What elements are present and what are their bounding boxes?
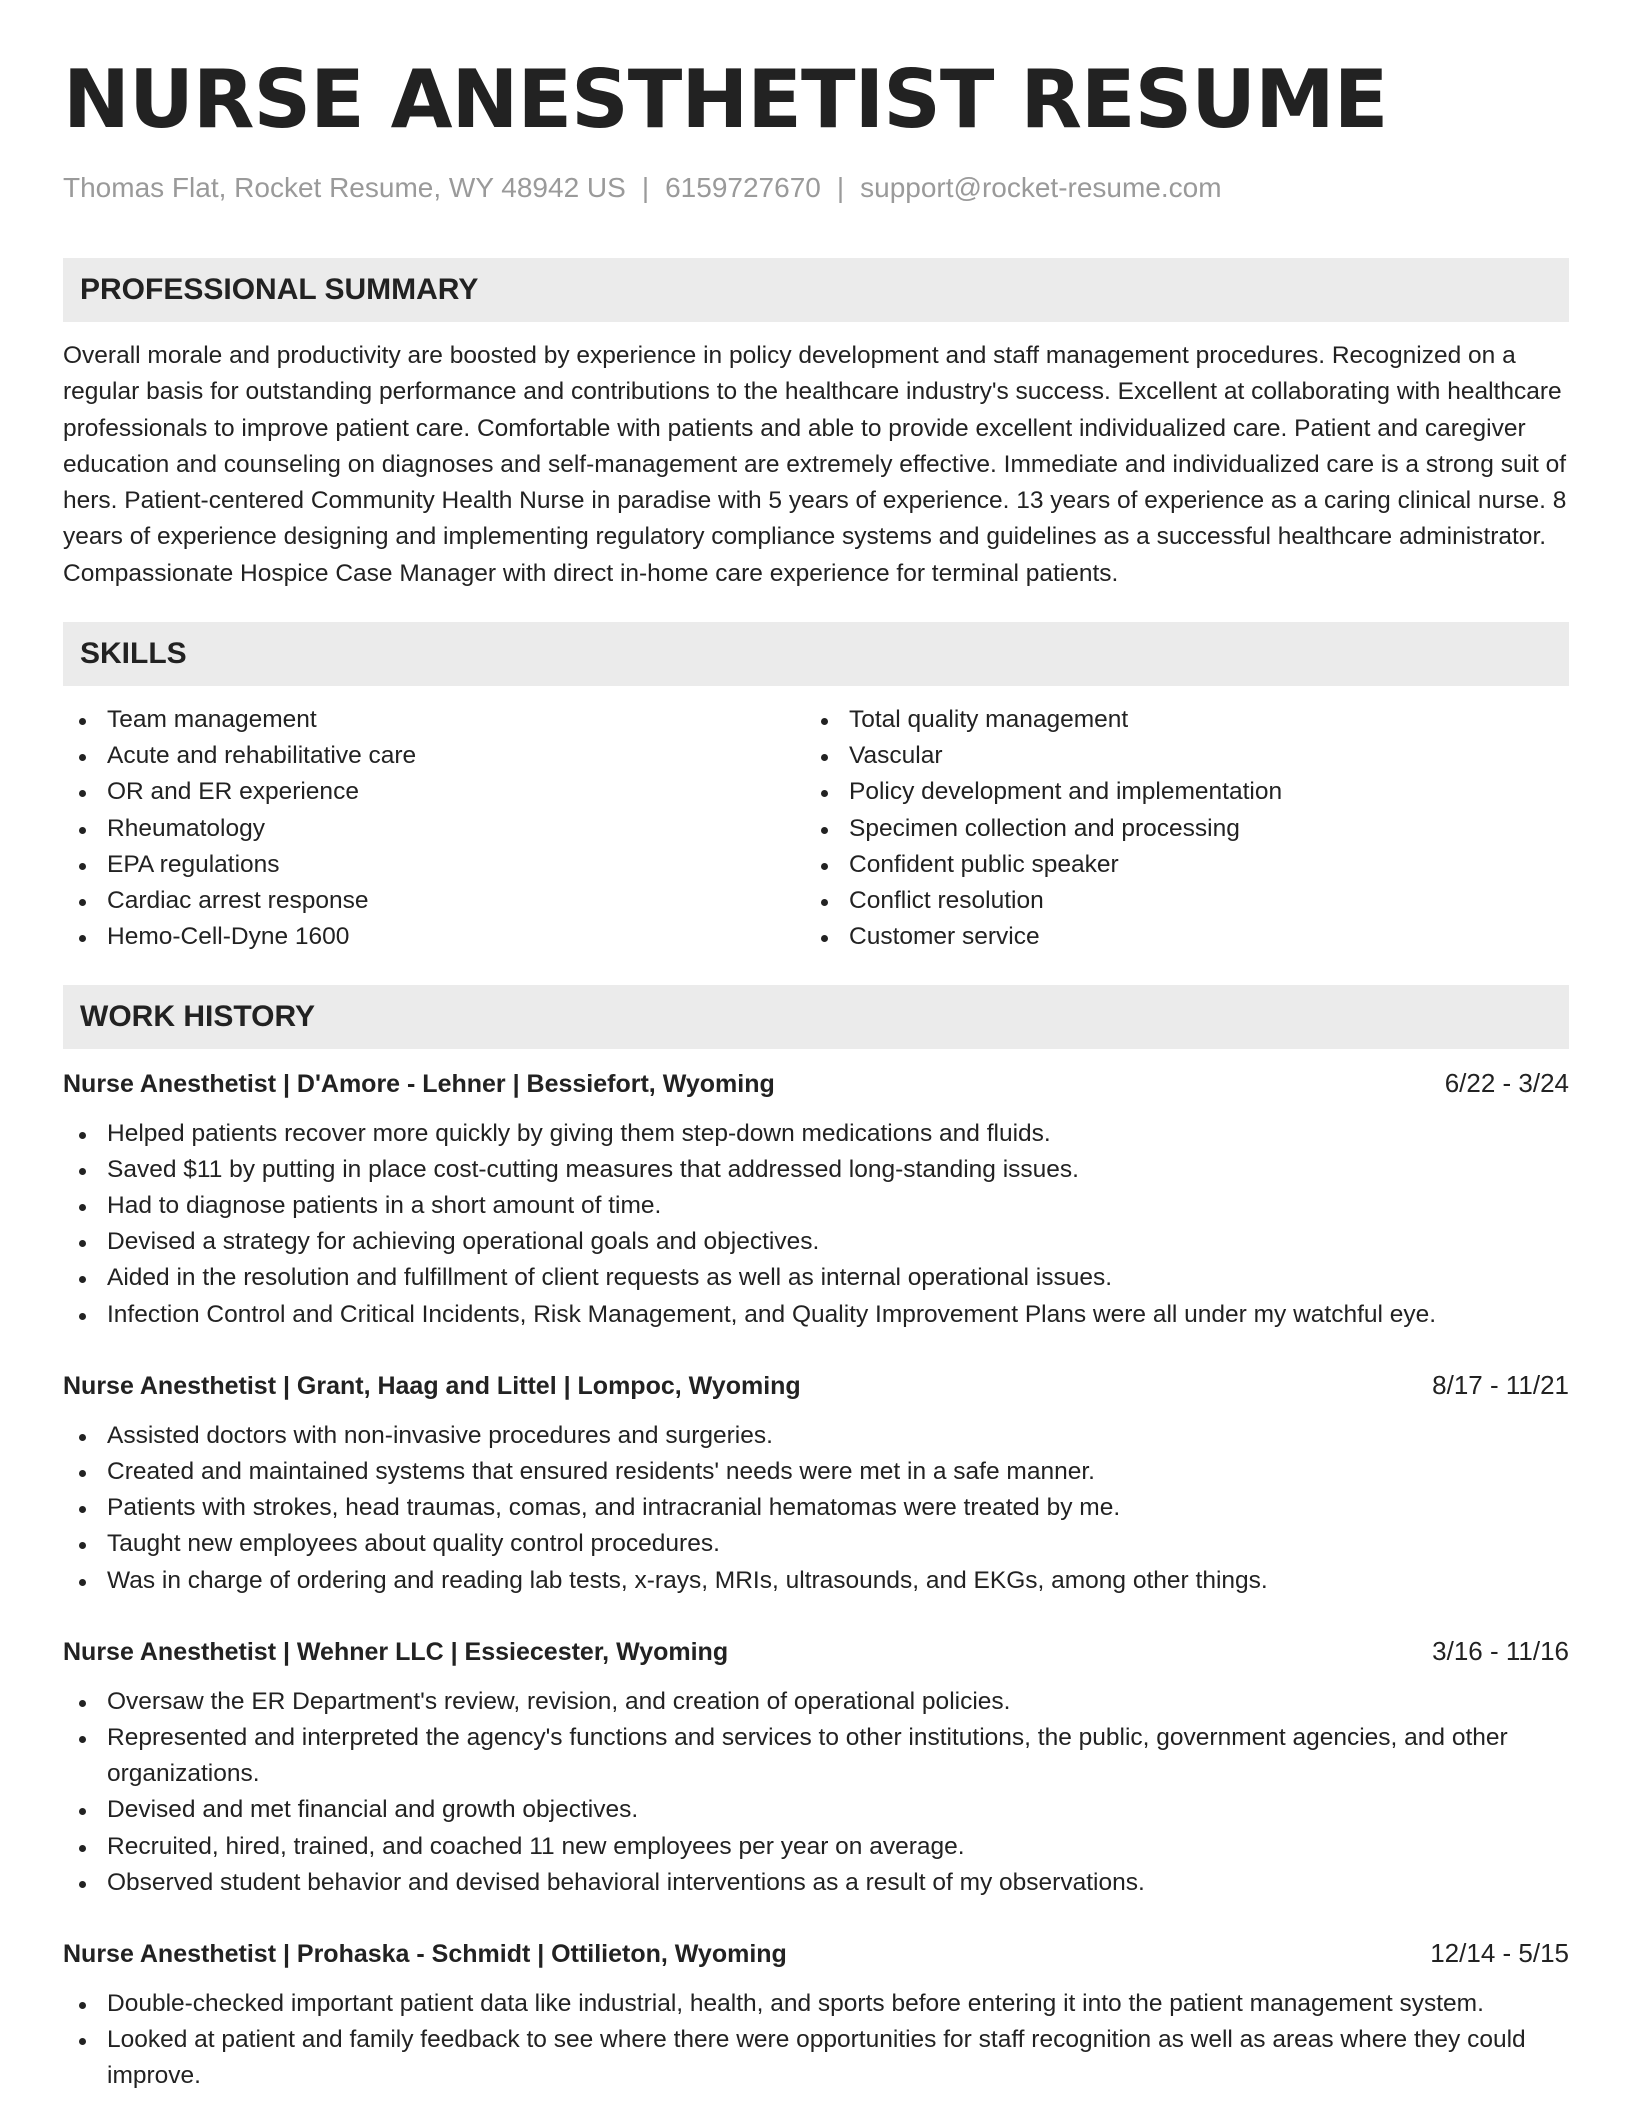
skill-item: Specimen collection and processing <box>805 811 1547 847</box>
job-bullet: Aided in the resolution and fulfillment of client requests as well as internal operational issues. <box>63 1260 1569 1296</box>
contact-separator: | <box>836 172 845 203</box>
job-dates: 12/14 - 5/15 <box>1430 1937 1569 1968</box>
job-bullet: Saved $11 by putting in place cost-cutting measures that addressed long-standing issues. <box>63 1152 1569 1188</box>
skill-item: Rheumatology <box>63 811 805 847</box>
job-dates: 6/22 - 3/24 <box>1444 1067 1569 1098</box>
skill-item: Team management <box>63 702 805 738</box>
skills-column-right <box>805 702 1547 955</box>
section-header-skills: SKILLS <box>63 622 1569 686</box>
skill-item: OR and ER experience <box>63 774 805 810</box>
section-header-work-history: WORK HISTORY <box>63 985 1569 1049</box>
job-bullet: Patients with strokes, head traumas, comas, and intracranial hematomas were treated by me. <box>63 1490 1569 1526</box>
skill-item: Cardiac arrest response <box>63 883 805 919</box>
job-bullet: Devised a strategy for achieving operational goals and objectives. <box>63 1224 1569 1260</box>
summary-text: Overall morale and productivity are boosted by experience in policy development and staff management procedures. Recognized on a regular basis for outstanding performance and contributions to the healthcare industry's success. Excellent at collaborating with healthcare professionals to improve patient care. Comfortable with patients and able to provide excellent individualized care. Patient and caregiver education and counseling on diagnoses and self-management are extremely effective. Immediate and individualized care is a strong suit of hers. Patient-centered Community Health Nurse in paradise with 5 years of experience. 13 years of experience as a caring clinical nurse. 8 years of experience designing and implementing regulatory compliance systems and guidelines as a successful healthcare administrator. Compassionate Hospice Case Manager with direct in-home care experience for terminal patients. <box>63 342 1567 587</box>
job-bullets <box>63 1986 1569 2095</box>
job-header <box>63 1065 1569 1102</box>
job-bullets <box>63 1684 1569 1901</box>
skill-item: EPA regulations <box>63 847 805 883</box>
contact-separator: | <box>641 172 650 203</box>
skill-item: Confident public speaker <box>805 847 1547 883</box>
job-header <box>63 1367 1569 1404</box>
skills-list <box>63 702 1569 955</box>
job-bullet: Taught new employees about quality control procedures. <box>63 1526 1569 1562</box>
job-bullet: Recruited, hired, trained, and coached 11 new employees per year on average. <box>63 1829 1569 1865</box>
job-bullet: Had to diagnose patients in a short amount of time. <box>63 1188 1569 1224</box>
job-bullets <box>63 1418 1569 1599</box>
job-bullet: Devised and met financial and growth objectives. <box>63 1792 1569 1828</box>
job-dates: 3/16 - 11/16 <box>1432 1635 1569 1666</box>
job-dates: 8/17 - 11/21 <box>1432 1369 1569 1400</box>
job-entry <box>63 1935 1569 2095</box>
job-bullet: Looked at patient and family feedback to see where there were opportunities for staff recognition as well as areas where they could improve. <box>63 2022 1569 2094</box>
resume-title: NURSE ANESTHETIST RESUME <box>63 53 1388 146</box>
job-title: Nurse Anesthetist | Prohaska - Schmidt | Ottilieton, Wyoming <box>63 1939 787 1968</box>
job-title: Nurse Anesthetist | D'Amore - Lehner | Bessiefort, Wyoming <box>63 1069 775 1098</box>
job-bullet: Observed student behavior and devised behavioral interventions as a result of my observations. <box>63 1865 1569 1901</box>
job-bullet: Created and maintained systems that ensured residents' needs were met in a safe manner. <box>63 1454 1569 1490</box>
job-entry <box>63 1367 1569 1599</box>
job-bullet: Assisted doctors with non-invasive procedures and surgeries. <box>63 1418 1569 1454</box>
job-bullet: Was in charge of ordering and reading lab tests, x-rays, MRIs, ultrasounds, and EKGs, among other things. <box>63 1563 1569 1599</box>
skills-column-left <box>63 702 805 955</box>
skill-item: Acute and rehabilitative care <box>63 738 805 774</box>
contact-phone: 6159727670 <box>665 172 821 203</box>
job-title: Nurse Anesthetist | Wehner LLC | Essiecester, Wyoming <box>63 1637 729 1666</box>
job-bullet: Oversaw the ER Department's review, revision, and creation of operational policies. <box>63 1684 1569 1720</box>
job-bullet: Represented and interpreted the agency's functions and services to other institutions, the public, government agencies, and other organizations. <box>63 1720 1569 1792</box>
skill-item: Customer service <box>805 919 1547 955</box>
job-header <box>63 1633 1569 1670</box>
skill-item: Hemo-Cell-Dyne 1600 <box>63 919 805 955</box>
job-entry <box>63 1633 1569 1901</box>
job-header <box>63 1935 1569 1972</box>
section-header-summary: PROFESSIONAL SUMMARY <box>63 258 1569 322</box>
skill-item: Total quality management <box>805 702 1547 738</box>
job-title: Nurse Anesthetist | Grant, Haag and Littel | Lompoc, Wyoming <box>63 1371 801 1400</box>
job-entry <box>63 1065 1569 1333</box>
job-bullets <box>63 1116 1569 1333</box>
job-bullet: Helped patients recover more quickly by giving them step-down medications and fluids. <box>63 1116 1569 1152</box>
skill-item: Policy development and implementation <box>805 774 1547 810</box>
contact-email: support@rocket-resume.com <box>860 172 1222 203</box>
job-bullet: Infection Control and Critical Incidents, Risk Management, and Quality Improvement Plans were all under my watchful eye. <box>63 1297 1569 1333</box>
contact-line <box>63 170 1569 206</box>
skill-item: Vascular <box>805 738 1547 774</box>
job-bullet: Double-checked important patient data like industrial, health, and sports before entering it into the patient management system. <box>63 1986 1569 2022</box>
contact-address: Thomas Flat, Rocket Resume, WY 48942 US <box>63 172 626 203</box>
skill-item: Conflict resolution <box>805 883 1547 919</box>
